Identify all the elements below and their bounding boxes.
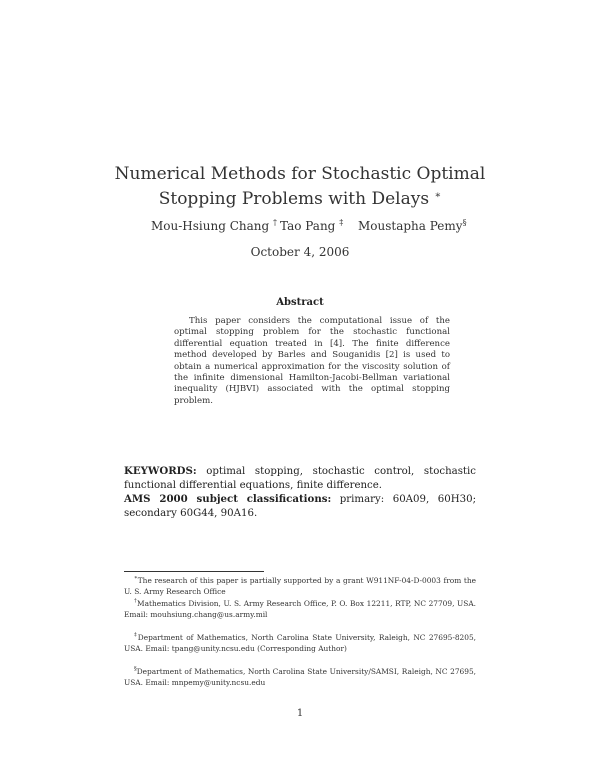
abstract-text: This paper considers the computational issue of the optimal stopping problem for the stochastic functional differential equation treated in [4]. The finite difference method developed by Barles and Souganidis [2] is used to obtain a numerical approximation for the viscosity solution of the infinite dimensional Hamilton-Jacobi-Bellman variational inequality (HJBVI) associated with the optimal stopping problem. <box>174 316 450 406</box>
abstract-heading: Abstract <box>276 297 324 308</box>
footnote-author-1 <box>124 596 476 621</box>
footnote-2-text: Mathematics Division, U. S. Army Research Office, P. O. Box 12211, RTP, NC 27709, USA. Email: mouhsiung.chang@us.army.mil <box>124 599 477 620</box>
keywords-label: KEYWORDS: <box>124 465 197 477</box>
author-2-name: Tao Pang <box>280 219 336 233</box>
keywords-text: optimal stopping, stochastic control, stochastic functional differential equations, finite difference. <box>124 466 476 491</box>
author-2-mark: ‡ <box>339 218 344 227</box>
paper-date: October 4, 2006 <box>250 245 350 259</box>
ams-classification <box>124 493 476 520</box>
footnote-3-mark: ‡ <box>134 632 138 638</box>
title-line-2-text: Stopping Problems with Delays <box>158 189 430 209</box>
title-footnote-mark: ∗ <box>434 190 442 201</box>
author-list <box>0 218 600 236</box>
author-2 <box>280 218 343 233</box>
title-line-2 <box>100 185 500 210</box>
footnote-author-3 <box>124 664 476 689</box>
footnote-author-2 <box>124 630 476 655</box>
footnote-4-text: Department of Mathematics, North Carolina State University/SAMSI, Raleigh, NC 27695, USA. Email: mnpemy@unity.ncsu.edu <box>124 667 476 688</box>
author-1-name: Mou-Hsiung Chang <box>151 219 270 233</box>
footnote-2-mark: † <box>134 598 137 604</box>
footnote-1-mark: ∗ <box>134 575 138 581</box>
ams-text: primary: 60A09, 60H30; secondary 60G44, 90A16. <box>124 494 477 519</box>
footnote-4-mark: § <box>134 666 137 672</box>
author-3-mark: § <box>462 218 467 227</box>
keywords-paragraph <box>124 465 476 492</box>
page-number: 1 <box>296 708 304 719</box>
ams-label: AMS 2000 subject classifications: <box>124 493 332 505</box>
author-1-mark: † <box>273 218 278 227</box>
author-1 <box>151 218 277 233</box>
title-line-1: Numerical Methods for Stochastic Optimal <box>114 164 486 184</box>
footnote-3-text: Department of Mathematics, North Carolina State University, Raleigh, NC 27695-8205, USA. Email: tpang@unity.ncsu.edu (Corresponding Author) <box>124 633 477 654</box>
author-3 <box>358 218 467 233</box>
footnote-1-text: The research of this paper is partially supported by a grant W911NF-04-D-0003 from the U. S. Army Research Office <box>124 576 476 597</box>
paper-title <box>100 163 500 210</box>
footnote-divider <box>124 571 264 572</box>
author-3-name: Moustapha Pemy <box>358 219 463 233</box>
footnote-funding <box>124 573 476 598</box>
